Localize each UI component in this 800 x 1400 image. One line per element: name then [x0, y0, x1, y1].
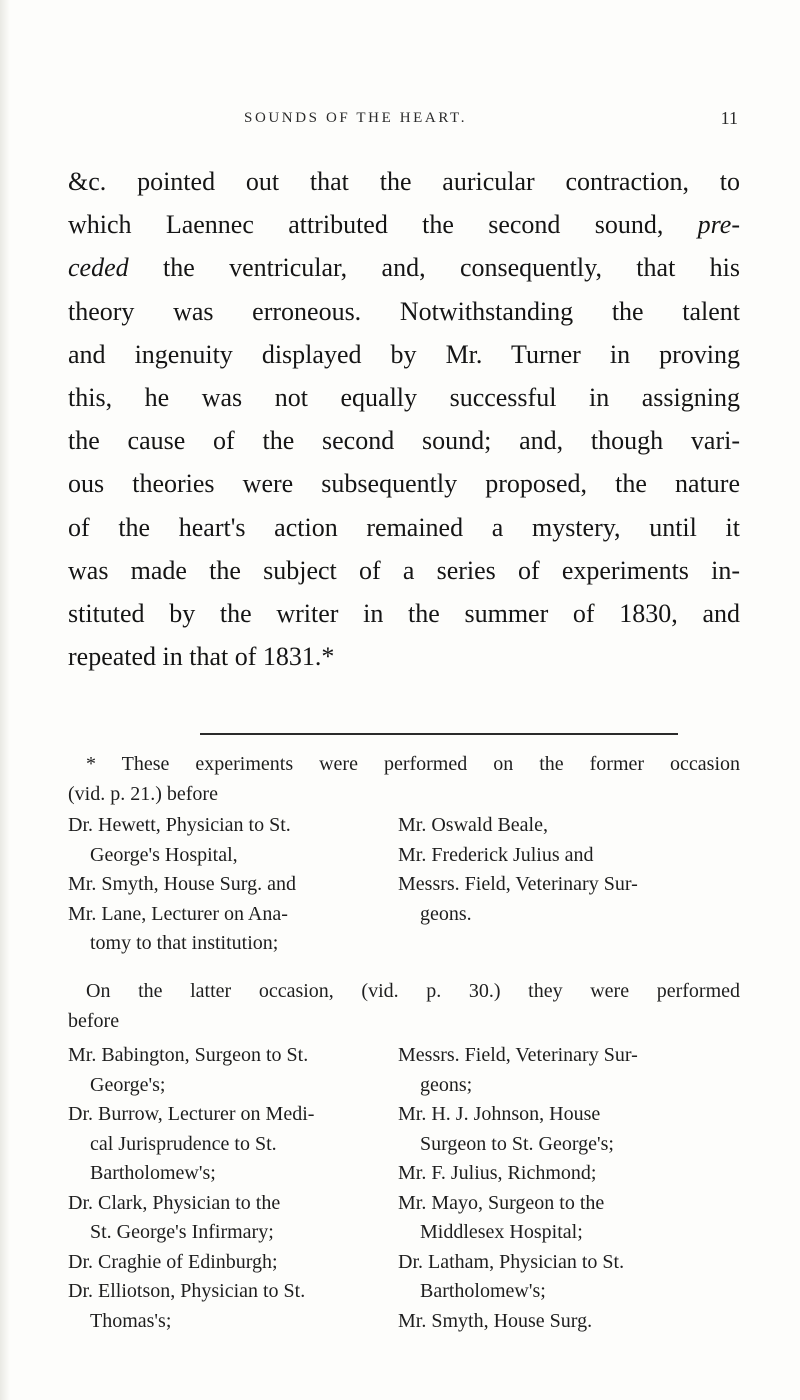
page-number: 11	[720, 108, 738, 128]
entry-line: geons;	[420, 1073, 473, 1096]
footnote-divider	[200, 733, 678, 735]
entry-line: Thomas's;	[90, 1309, 172, 1332]
text-line: was made the subject of a series of experiments in-	[68, 555, 740, 585]
footnote-line: * These experiments were performed on the former occasion	[86, 753, 740, 775]
entry-line: geons.	[420, 902, 472, 925]
text-line: of the heart's action remained a mystery, until it	[68, 512, 740, 542]
attendee-entry	[398, 1159, 744, 1189]
entry-line: Middlesex Hospital;	[420, 1221, 583, 1243]
entry-line: Mr. F. Julius, Richmond;	[398, 1162, 597, 1184]
entry-line: Bartholomew's;	[420, 1280, 546, 1302]
entry-line: Dr. Elliotson, Physician to St.	[68, 1280, 306, 1302]
entry-line: Mr. Frederick Julius and	[398, 843, 594, 866]
text-line: stituted by the writer in the summer of 1830, and	[68, 598, 740, 628]
text-line: the cause of the second sound; and, though vari-	[68, 426, 740, 456]
page-spine-shadow	[0, 0, 10, 1400]
attendee-entry	[68, 1189, 390, 1248]
entry-line: Dr. Craghie of Edinburgh;	[68, 1250, 278, 1273]
entry-line: tomy to that institution;	[90, 932, 279, 954]
main-paragraph	[68, 160, 740, 678]
entry-line: Dr. Clark, Physician to the	[68, 1191, 281, 1214]
entry-line: St. George's Infirmary;	[90, 1221, 274, 1243]
attendee-entry	[398, 1248, 744, 1307]
attendee-entry	[68, 900, 390, 959]
text-line	[68, 246, 740, 289]
text-line: ous theories were subsequently proposed, the nature	[68, 469, 740, 499]
text-line: this, he was not equally successful in assigning	[68, 382, 740, 412]
entry-line: Mr. Smyth, House Surg. and	[68, 873, 296, 895]
footnote-line: (vid. p. 21.) before	[68, 782, 218, 805]
entry-line: Messrs. Field, Veterinary Sur-	[398, 1044, 638, 1066]
attendee-entry	[68, 1041, 390, 1100]
attendee-entry	[398, 1189, 744, 1248]
entry-line: Mr. Lane, Lecturer on Ana-	[68, 902, 288, 925]
text-line: &c. pointed out that the auricular contraction, to	[68, 167, 740, 196]
entry-line: Dr. Hewett, Physician to St.	[68, 814, 291, 836]
entry-line: Mr. H. J. Johnson, House	[398, 1103, 601, 1125]
first-attendees-right-column	[398, 811, 744, 929]
attendee-entry	[398, 870, 744, 929]
entry-line: Dr. Latham, Physician to St.	[398, 1250, 625, 1273]
attendee-entry	[398, 841, 744, 871]
attendee-entry	[398, 1307, 744, 1337]
italic-word: pre-	[697, 210, 740, 240]
footnote-intro	[68, 750, 740, 809]
attendee-entry	[68, 811, 390, 870]
entry-line: Mr. Mayo, Surgeon to the	[398, 1191, 605, 1214]
entry-line: Messrs. Field, Veterinary Sur-	[398, 873, 638, 895]
entry-line: Bartholomew's;	[90, 1162, 216, 1184]
attendee-entry	[398, 811, 744, 841]
text-line: and ingenuity displayed by Mr. Turner in proving	[68, 339, 740, 369]
attendee-entry	[68, 1100, 390, 1189]
text-fragment: which Laennec attributed the second sound,	[68, 210, 698, 240]
footnote-line: On the latter occasion, (vid. p. 30.) they were performed	[86, 980, 740, 1002]
entry-line: Mr. Babington, Surgeon to St.	[68, 1044, 309, 1066]
running-head: SOUNDS OF THE HEART.	[244, 110, 468, 126]
entry-line: George's;	[90, 1073, 166, 1096]
text-line	[68, 203, 740, 246]
second-attendees-right-column	[398, 1041, 744, 1336]
entry-line: Dr. Burrow, Lecturer on Medi-	[68, 1103, 315, 1125]
italic-word: ceded	[68, 253, 129, 283]
text-line: theory was erroneous. Notwithstanding the talent	[68, 296, 740, 326]
text-fragment: the ventricular, and, consequently, that his	[128, 253, 740, 283]
entry-line: Surgeon to St. George's;	[420, 1132, 614, 1155]
text-line: repeated in that of 1831.*	[68, 642, 335, 672]
entry-line: cal Jurisprudence to St.	[90, 1132, 277, 1155]
attendee-entry	[68, 870, 390, 900]
entry-line: Mr. Smyth, House Surg.	[398, 1309, 593, 1332]
entry-line: George's Hospital,	[90, 843, 238, 866]
first-attendees-left-column	[68, 811, 390, 959]
footnote-line: before	[68, 1009, 120, 1032]
entry-line: Mr. Oswald Beale,	[398, 814, 548, 836]
attendee-entry	[398, 1100, 744, 1159]
attendee-entry	[398, 1041, 744, 1100]
second-attendees-left-column	[68, 1041, 390, 1336]
attendee-entry	[68, 1248, 390, 1278]
attendee-entry	[68, 1277, 390, 1336]
page-header	[68, 110, 740, 134]
footnote-latter-intro	[68, 977, 740, 1036]
